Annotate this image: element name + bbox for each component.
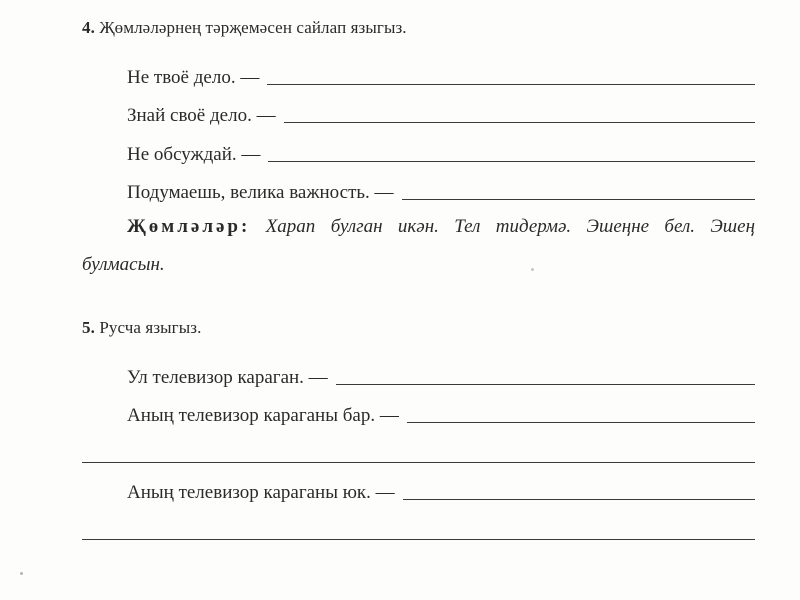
task-5-prompt-3: Аның телевизор караганы юк. — bbox=[127, 482, 395, 503]
answer-blank-5-1[interactable] bbox=[336, 384, 755, 385]
answer-blank-4-2[interactable] bbox=[284, 122, 755, 123]
task-4-line-3 bbox=[127, 139, 755, 165]
word-bank-sentences: Харап булган икән. Тел тидермә. Эшеңне бел. Эшең булмасын. bbox=[82, 216, 756, 275]
task-5-line-2 bbox=[127, 400, 755, 426]
task-4-prompt-3: Не обсуждай. — bbox=[127, 144, 261, 165]
task-5-prompt-1: Ул телевизор караган. — bbox=[127, 367, 328, 388]
task-4-prompt-2: Знай своё дело. — bbox=[127, 105, 276, 126]
task-4-number: 4. bbox=[82, 18, 95, 37]
answer-blank-5-2[interactable] bbox=[407, 422, 755, 423]
task-5-prompt-2: Аның телевизор караганы бар. — bbox=[127, 405, 399, 426]
task-5-number: 5. bbox=[82, 318, 95, 337]
answer-blank-5-3[interactable] bbox=[403, 499, 755, 500]
task-4-prompt-4: Подумаешь, велика важность. — bbox=[127, 182, 394, 203]
answer-blank-4-4[interactable] bbox=[402, 199, 755, 200]
answer-blank-4-1[interactable] bbox=[267, 84, 755, 85]
scan-speck bbox=[531, 268, 534, 271]
task-4-line-4 bbox=[127, 177, 755, 203]
task-4-word-bank bbox=[82, 208, 755, 284]
task-4-line-2 bbox=[127, 100, 755, 126]
task-4-heading bbox=[82, 18, 407, 38]
task-5-heading bbox=[82, 318, 201, 338]
task-4-title: Җөмләләрнең тәрҗемәсен сайлап языгыз. bbox=[99, 18, 407, 37]
task-4-line-1 bbox=[127, 62, 755, 88]
answer-blank-5-2-continued[interactable] bbox=[82, 462, 755, 463]
task-4-prompt-1: Не твоё дело. — bbox=[127, 67, 260, 88]
answer-blank-4-3[interactable] bbox=[268, 161, 755, 162]
scan-speck bbox=[20, 572, 23, 575]
answer-blank-5-3-continued[interactable] bbox=[82, 539, 755, 540]
task-5-title: Русча языгыз. bbox=[99, 318, 202, 337]
word-bank-label: Җөмләләр: bbox=[127, 216, 251, 237]
task-5-line-3 bbox=[127, 477, 755, 503]
task-5-line-1 bbox=[127, 362, 755, 388]
